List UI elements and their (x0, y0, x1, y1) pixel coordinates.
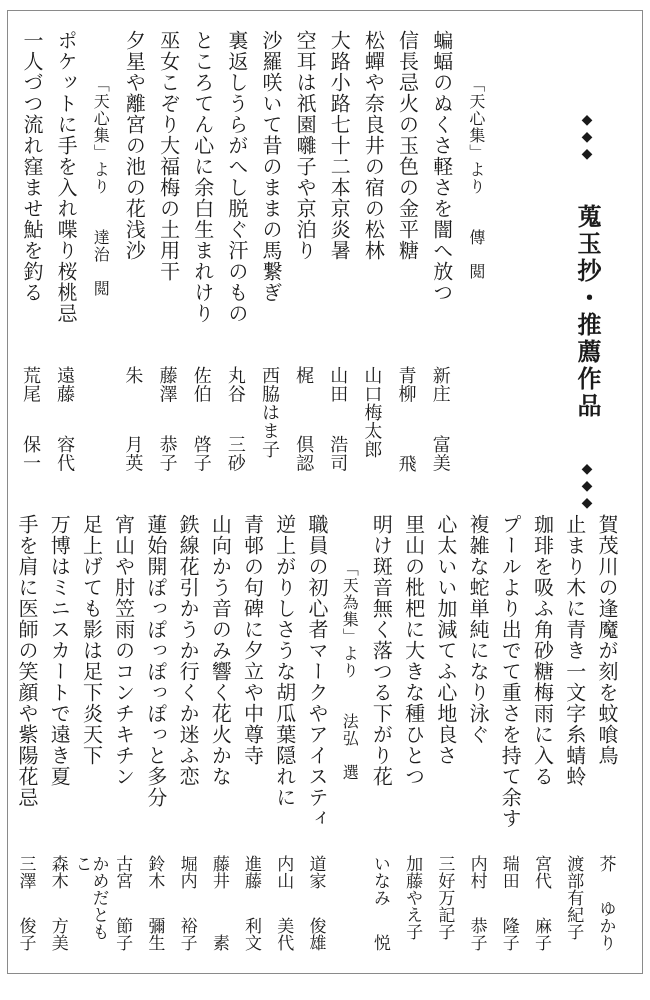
author-name-part: 容代 (55, 435, 76, 472)
author-name (243, 855, 260, 951)
author-name-part: 裕子 (177, 917, 197, 951)
author-name-part: 内村 (467, 855, 487, 889)
author-name-part: 藤井 (209, 855, 229, 889)
source-header-column (82, 30, 116, 478)
haiku-section-teni (10, 514, 622, 962)
poem-text: 手を肩に医師の笑顔や紫陽花忌 (15, 514, 37, 808)
author-name-part: ゆかり (596, 900, 616, 951)
author-name-part: 保一 (21, 435, 41, 472)
poem-text: 空耳は祇園囃子や京泊り (293, 30, 316, 261)
source-header-column (458, 30, 492, 478)
poem-column (171, 514, 203, 962)
poem-text: 裏返しうらがへし脱ぐ汗のもの (224, 30, 247, 324)
poem-column (219, 30, 253, 478)
poem-column (300, 514, 332, 962)
poem-text: 止まり木に青き一文字糸蜻蛉 (562, 514, 585, 787)
author-name (469, 855, 486, 951)
author-name-part: 佐伯 (191, 366, 212, 403)
author-name (363, 366, 381, 472)
author-name (211, 855, 228, 951)
poem-text: ところてん心に余白生まれけり (190, 30, 213, 324)
poem-text: 沙羅咲いて昔のままの馬繋ぎ (258, 30, 281, 303)
author-name-part: 内山 (274, 855, 294, 889)
author-name-part: 進藤 (242, 855, 262, 889)
author-name (159, 366, 177, 472)
author-name (329, 366, 347, 472)
author-name-part: 梶 (294, 366, 315, 385)
author-name-part: 美代 (274, 917, 294, 951)
author-name-part: 月英 (123, 435, 144, 472)
author-name-part: 西脇はま子 (259, 366, 280, 459)
poem-text: 足上げても影は足下炎天下 (79, 514, 102, 766)
author-name-part: 渡部有紀子 (564, 855, 584, 940)
author-name-part: 素 (209, 934, 229, 951)
poem-text: 里山の枇杷に大きな種ひとつ (401, 514, 424, 787)
poem-text: 鉄線花引かうか行くか迷ふ恋 (176, 514, 199, 787)
poem-column (321, 30, 355, 478)
author-name-part: 古宮 (113, 855, 133, 889)
author-name (275, 855, 292, 951)
poem-column (48, 30, 82, 478)
poem-column (590, 514, 622, 962)
poem-column (116, 30, 150, 478)
poem-text: 山向かう音のみ響く花火かな (208, 514, 231, 787)
poem-text: 蝙蝠のぬくさ軽さを闇へ放つ (429, 30, 452, 303)
author-name-part: 山口梅太郎 (362, 366, 383, 459)
author-name-part: 恭子 (157, 435, 178, 472)
poem-column (151, 30, 185, 478)
poem-column (355, 30, 389, 478)
poem-column (14, 30, 48, 478)
poem-column (139, 514, 171, 962)
author-name (404, 855, 421, 951)
poem-column (185, 30, 219, 478)
author-name-part: 麻子 (532, 917, 551, 951)
author-name (501, 855, 518, 951)
author-name-part: 啓子 (191, 435, 212, 472)
author-name-part: 飛 (396, 453, 417, 472)
author-name-part: 浩司 (328, 435, 349, 472)
author-name (261, 366, 279, 472)
poem-text: 万博はミニスカートで遠き夏 (47, 514, 70, 787)
poem-text: 複雑な蛇単純になり泳ぐ (466, 514, 489, 745)
author-name (565, 855, 582, 951)
author-name (436, 855, 453, 951)
poem-text: 松蟬や奈良井の宿の松林 (361, 30, 384, 261)
diamond-ornament-top: ◆◆◆ (579, 112, 594, 163)
author-name-part: 隆子 (499, 917, 519, 951)
poem-column (364, 514, 396, 962)
poem-column (10, 514, 42, 962)
author-name-part: 倶認 (294, 435, 315, 472)
author-name (73, 855, 107, 951)
author-name (533, 855, 550, 951)
author-name (372, 855, 389, 951)
author-name (398, 366, 416, 472)
poem-column (72, 514, 109, 962)
author-name-part: 俊雄 (306, 917, 326, 951)
author-name-part: 彌生 (145, 917, 165, 951)
poem-column (253, 30, 287, 478)
poem-text: 蓮始開ぽっぽっぽっぽっと多分 (143, 514, 166, 808)
author-name-part: 加藤やえ子 (403, 855, 423, 940)
author-name-part: 丸谷 (225, 366, 246, 403)
author-name-part: 節子 (113, 917, 133, 951)
poem-text: 明け斑音無く落つる下がり花 (369, 514, 392, 787)
author-name (227, 366, 245, 472)
author-name-part: 山田 (328, 366, 349, 403)
poem-column (203, 514, 235, 962)
author-name-part: 宮代 (532, 855, 551, 889)
poem-column (526, 514, 558, 962)
poem-column (42, 514, 74, 962)
author-name-part: 朱 (123, 366, 144, 385)
author-name (432, 366, 450, 472)
author-name-part: 遠藤 (55, 366, 76, 403)
poem-text: 夕星や離宮の池の花浅沙 (122, 30, 145, 261)
poem-column (461, 514, 493, 962)
poem-column (390, 30, 424, 478)
author-name-part: 恭子 (467, 917, 487, 951)
author-name-part: 青柳 (396, 366, 417, 403)
author-name-part: 森木 (48, 855, 68, 889)
author-name-part: 瑞田 (499, 855, 519, 889)
author-name-part: 芥 (596, 855, 616, 872)
author-name (295, 366, 313, 472)
poem-column (493, 514, 525, 962)
author-name-part: 三澤 (16, 855, 36, 889)
author-name (50, 855, 67, 951)
poem-text: 逆上がりしさうな胡瓜葉隠れに (272, 514, 295, 808)
poem-text: 職員の初心者マークやアイスティ (304, 514, 327, 829)
poem-column (558, 514, 590, 962)
author-name-part: 道家 (306, 855, 326, 889)
haiku-section-tenshin (14, 30, 492, 478)
page-title-text: 蒐玉抄・推薦作品 (573, 204, 599, 420)
author-name-part: 俊子 (16, 917, 36, 951)
author-name-part: 新庄 (430, 366, 451, 403)
poem-text: 信長忌火の玉色の金平糖 (395, 30, 418, 261)
author-name (22, 366, 40, 472)
author-name (146, 855, 163, 951)
author-name-part: 利文 (242, 917, 262, 951)
author-name-part: 藤澤 (157, 366, 178, 403)
author-name (179, 855, 196, 951)
poem-text: 青邨の句碑に夕立や中尊寺 (240, 514, 263, 766)
poem-text: 賀茂川の逢魔が刻を蚊喰鳥 (594, 514, 617, 766)
poem-column (268, 514, 300, 962)
author-name-part: 荒尾 (21, 366, 41, 403)
poem-column (287, 30, 321, 478)
author-name-part: 鈴木 (145, 855, 165, 889)
poem-column (236, 514, 268, 962)
source-header-text: 「天為集」より 法弘 選 (340, 560, 358, 781)
source-header-column (332, 514, 364, 962)
author-name-part: いなみ (370, 855, 390, 906)
source-header-text: 「天心集」より 達治 閲 (91, 76, 109, 297)
poem-text: 一人づつ流れ窪ませ鮎を釣る (20, 30, 42, 303)
poem-column (424, 30, 458, 478)
source-header-text: 「天心集」より 傳 閲 (466, 76, 484, 280)
author-name (18, 855, 35, 951)
author-name-part: 三好万記子 (435, 855, 455, 940)
poem-text: 珈琲を吸ふ角砂糖梅雨に入る (530, 514, 553, 787)
poem-column (429, 514, 461, 962)
poem-text: 心太いい加減てふ心地良さ (433, 514, 456, 766)
author-name (56, 366, 74, 472)
author-name-part: 悦 (370, 934, 390, 951)
author-name-part: 方美 (48, 917, 68, 951)
diamond-ornament-bottom: ◆◆◆ (579, 461, 594, 512)
author-name (124, 366, 142, 472)
author-name-part: かめだともこ (72, 855, 109, 940)
poem-column (397, 514, 429, 962)
author-name (307, 855, 324, 951)
poem-column (107, 514, 139, 962)
author-name-part: 堀内 (177, 855, 197, 889)
author-name (597, 855, 614, 951)
poem-text: 巫女こぞり大福梅の土用干 (156, 30, 179, 282)
page-title (574, 112, 598, 512)
author-name-part: 三砂 (225, 435, 246, 472)
author-name-part: 富美 (430, 435, 451, 472)
author-name (114, 855, 131, 951)
author-name (193, 366, 211, 472)
poem-text: プールより出でて重さを持て余す (498, 514, 521, 829)
poem-text: 大路小路七十二本京炎暑 (327, 30, 350, 261)
poem-text: ポケットに手を入れ喋り桜桃忌 (54, 30, 77, 324)
poem-text: 宵山や肘笠雨のコンチキチン (111, 514, 134, 787)
